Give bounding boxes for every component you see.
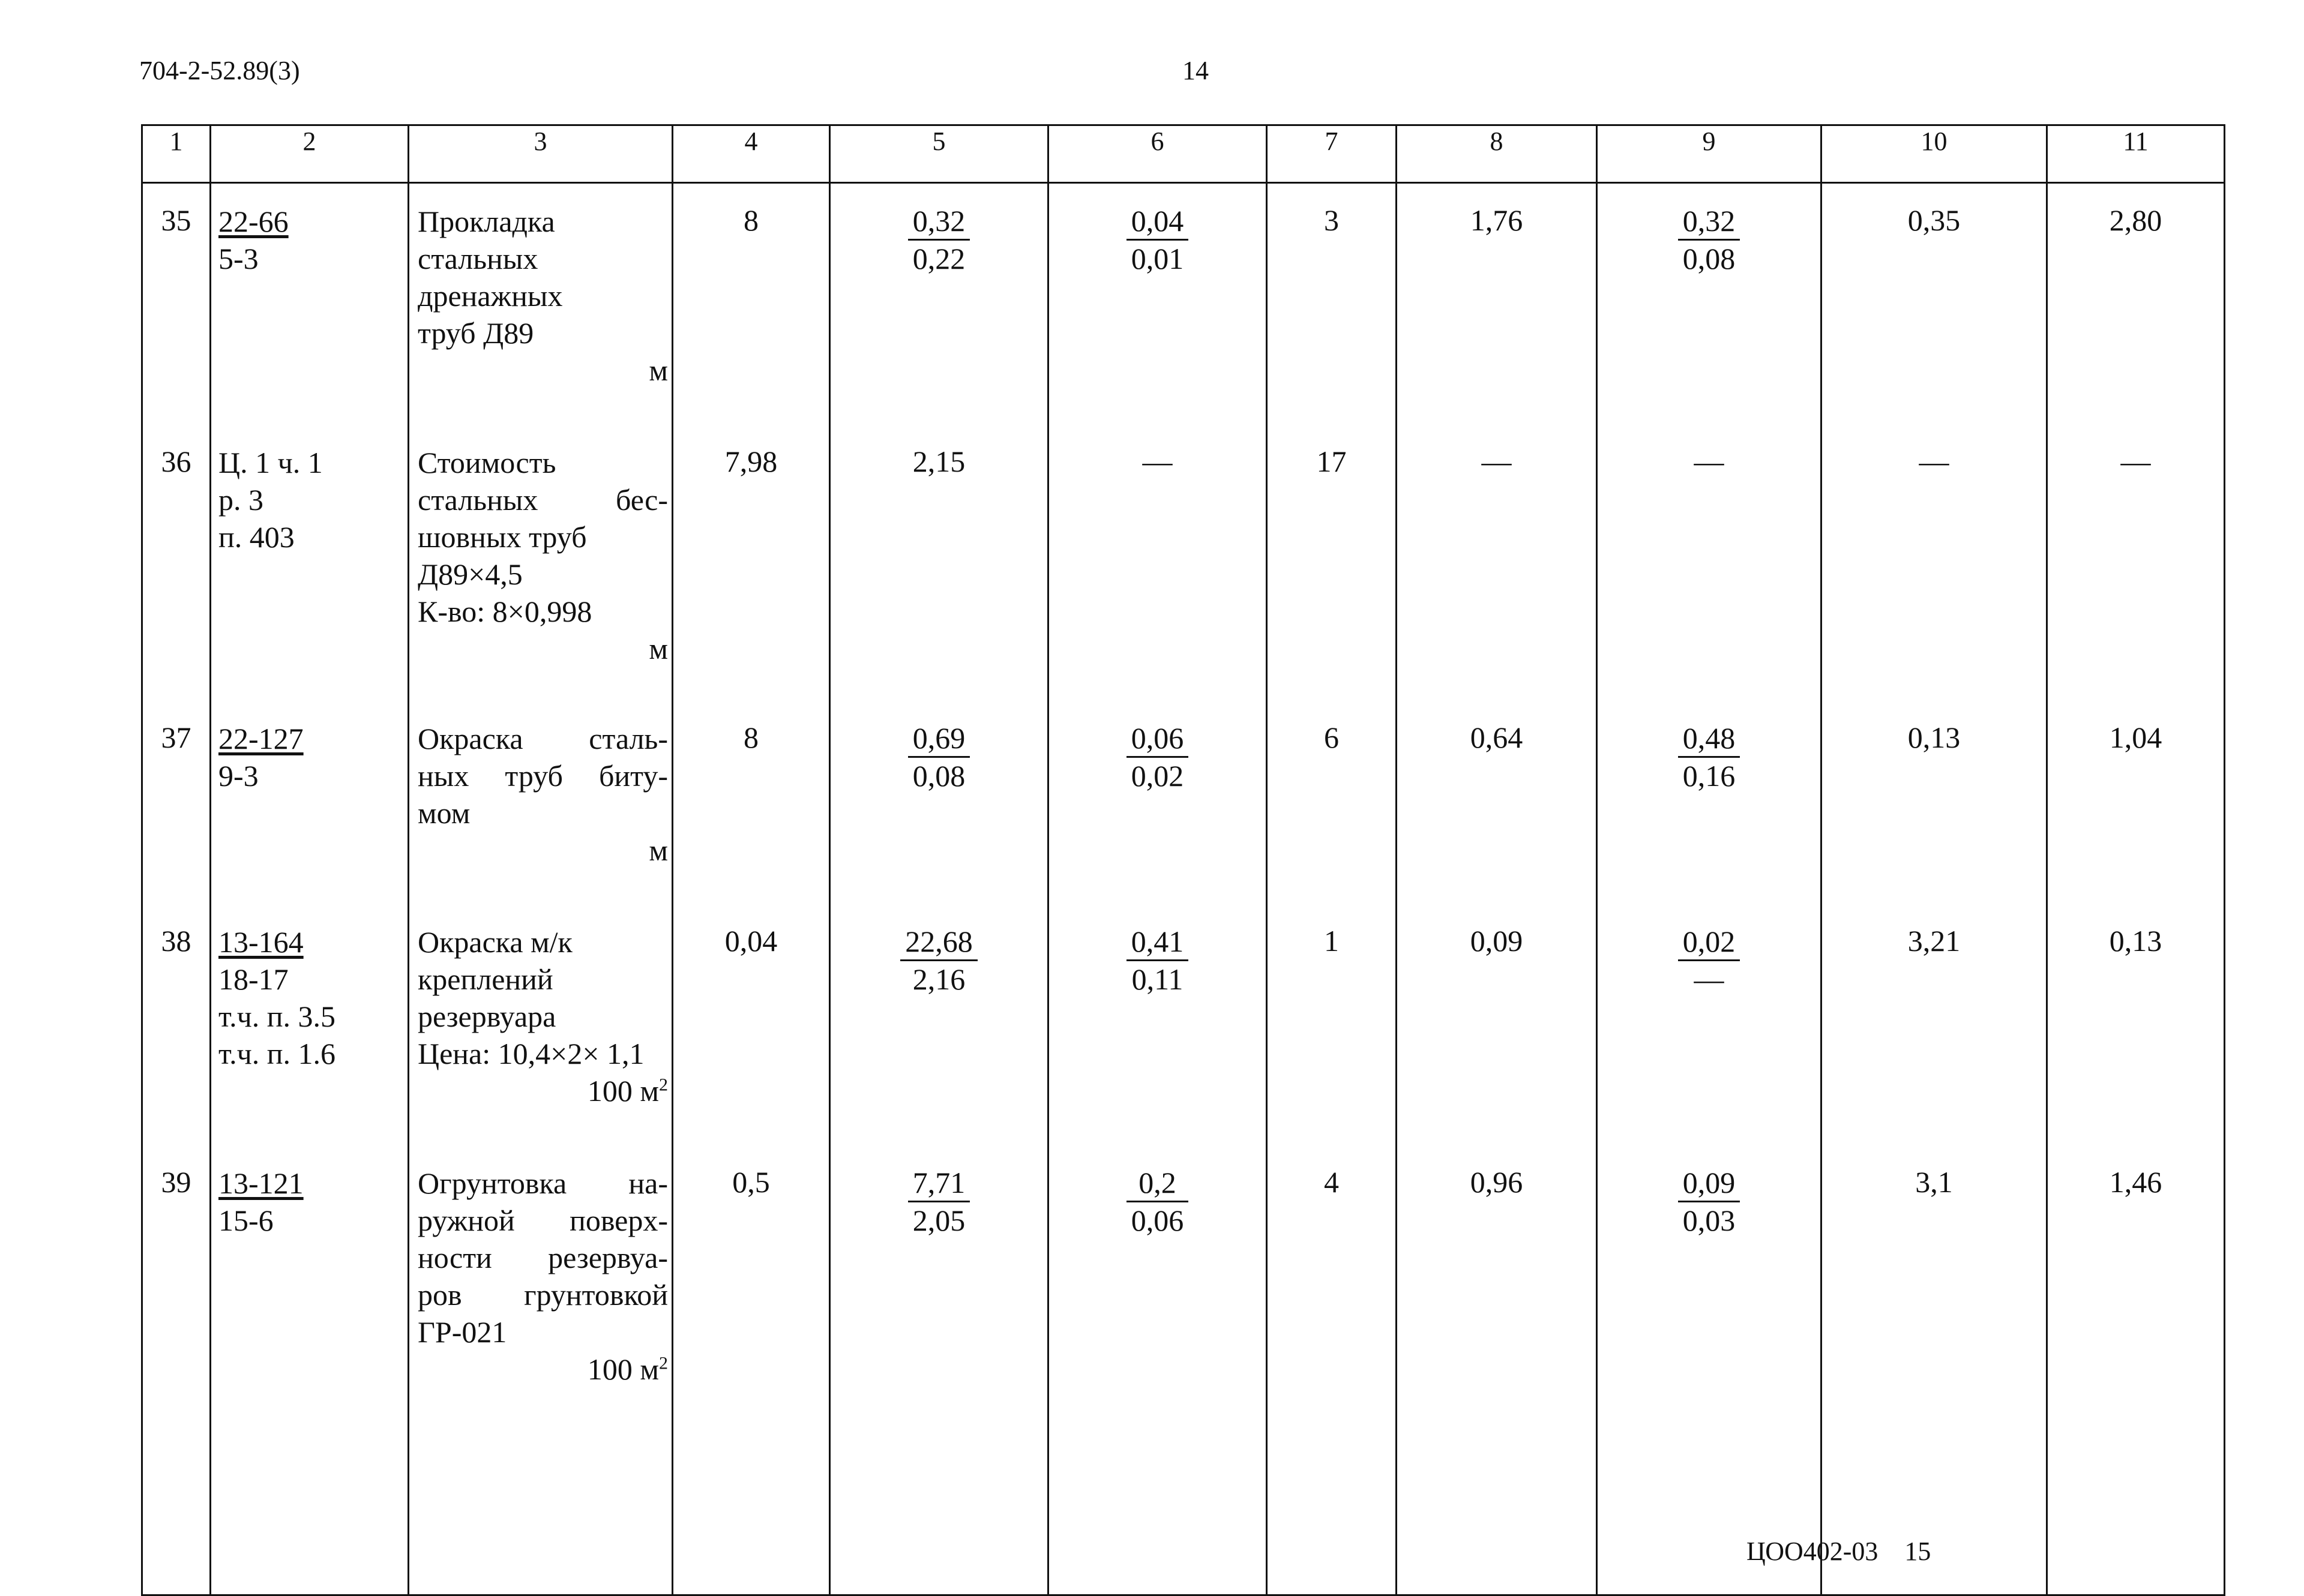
unit-label: м: [649, 833, 668, 867]
fraction-cell: $\frac{0,48}{0,16}$: [1597, 701, 1821, 904]
row-number: 37: [142, 701, 211, 904]
column-header: 9: [1597, 125, 1821, 183]
fraction-cell: $\frac{22,68}{2,16}$: [830, 904, 1048, 1145]
table-row: [142, 701, 2225, 904]
value-cell: 6: [1267, 701, 1397, 904]
value-cell: 1: [1267, 904, 1397, 1145]
value-cell: —: [1397, 425, 1597, 701]
value-cell: 3,1: [1821, 1145, 2047, 1595]
fraction-cell: $\frac{0,41}{0,11}$: [1048, 904, 1267, 1145]
value-cell: 4: [1267, 1145, 1397, 1595]
work-description: Стоимость стальных бес- шовных труб Д89×4,5 К-во: 8×0,998 м: [409, 425, 673, 701]
norm-code: 22-127 9-3: [211, 701, 409, 904]
footer-code: ЦОО402-03: [1746, 1537, 1878, 1566]
table-row: [142, 425, 2225, 701]
norm-code: 22-66 5-3: [211, 183, 409, 425]
footer-page: 15: [1904, 1537, 1931, 1566]
column-header: 11: [2047, 125, 2225, 183]
unit-label: 100 $м^2$: [587, 1074, 668, 1108]
value-cell: —: [2047, 425, 2225, 701]
value-cell: 0,09: [1397, 904, 1597, 1145]
fraction-cell: $\frac{0,32}{0,22}$: [830, 183, 1048, 425]
work-description: Окраска м/к креплений резервуара Цена: 10,4×2× 1,1 100 $м^2$: [409, 904, 673, 1145]
row-number: 39: [142, 1145, 211, 1595]
column-header: 6: [1048, 125, 1267, 183]
estimate-table: [141, 124, 2225, 1596]
table-row: [142, 904, 2225, 1145]
norm-code: Ц. 1 ч. 1 р. 3 п. 403: [211, 425, 409, 701]
value-cell: 2,15: [830, 425, 1048, 701]
work-description: Прокладка стальных дренажных труб Д89 м: [409, 183, 673, 425]
value-cell: —: [1597, 425, 1821, 701]
row-number: 35: [142, 183, 211, 425]
column-header: 1: [142, 125, 211, 183]
table-row: [142, 183, 2225, 425]
value-cell: 0,96: [1397, 1145, 1597, 1595]
value-cell: 17: [1267, 425, 1397, 701]
work-description: Окраска сталь- ных труб биту- мом м: [409, 701, 673, 904]
column-header: 8: [1397, 125, 1597, 183]
value-cell: 2,80: [2047, 183, 2225, 425]
value-cell: 3,21: [1821, 904, 2047, 1145]
value-cell: —: [1821, 425, 2047, 701]
footer-stamp: [1746, 1536, 1931, 1567]
fraction-cell: $\frac{0,69}{0,08}$: [830, 701, 1048, 904]
fraction-cell: $\frac{0,04}{0,01}$: [1048, 183, 1267, 425]
quantity: 0,04: [673, 904, 830, 1145]
page-number: 14: [1182, 56, 1209, 85]
column-header: 10: [1821, 125, 2047, 183]
fraction-cell: $\frac{0,09}{0,03}$: [1597, 1145, 1821, 1595]
value-cell: 1,46: [2047, 1145, 2225, 1595]
unit-label: 100 $м^2$: [587, 1352, 668, 1386]
fraction-cell: $\frac{0,2}{0,06}$: [1048, 1145, 1267, 1595]
quantity: 0,5: [673, 1145, 830, 1595]
norm-code: 13-164 18-17 т.ч. п. 3.5 т.ч. п. 1.6: [211, 904, 409, 1145]
row-number: 38: [142, 904, 211, 1145]
document-code: 704-2-52.89(3): [139, 56, 300, 85]
value-cell: —: [1048, 425, 1267, 701]
fraction-cell: $\frac{0,32}{0,08}$: [1597, 183, 1821, 425]
column-header: 3: [409, 125, 673, 183]
quantity: 7,98: [673, 425, 830, 701]
quantity: 8: [673, 183, 830, 425]
unit-label: м: [649, 353, 668, 387]
quantity: 8: [673, 701, 830, 904]
work-description: Огрунтовка на- ружной поверх- ности резервуа- ров грунтовкой ГР-021 100 $м^2$: [409, 1145, 673, 1595]
column-header: 7: [1267, 125, 1397, 183]
norm-code: 13-121 15-6: [211, 1145, 409, 1595]
fraction-cell: $\frac{0,06}{0,02}$: [1048, 701, 1267, 904]
column-header: 4: [673, 125, 830, 183]
column-header: 2: [211, 125, 409, 183]
row-number: 36: [142, 425, 211, 701]
value-cell: 0,35: [1821, 183, 2047, 425]
value-cell: 3: [1267, 183, 1397, 425]
column-header: 5: [830, 125, 1048, 183]
unit-label: м: [649, 632, 668, 665]
column-number-header: [142, 125, 2225, 183]
value-cell: 1,04: [2047, 701, 2225, 904]
value-cell: 0,64: [1397, 701, 1597, 904]
value-cell: 0,13: [1821, 701, 2047, 904]
value-cell: 1,76: [1397, 183, 1597, 425]
value-cell: 0,13: [2047, 904, 2225, 1145]
fraction-cell: $\frac{7,71}{2,05}$: [830, 1145, 1048, 1595]
fraction-cell: $\frac{0,02}{—}$: [1597, 904, 1821, 1145]
table-row: [142, 1145, 2225, 1595]
